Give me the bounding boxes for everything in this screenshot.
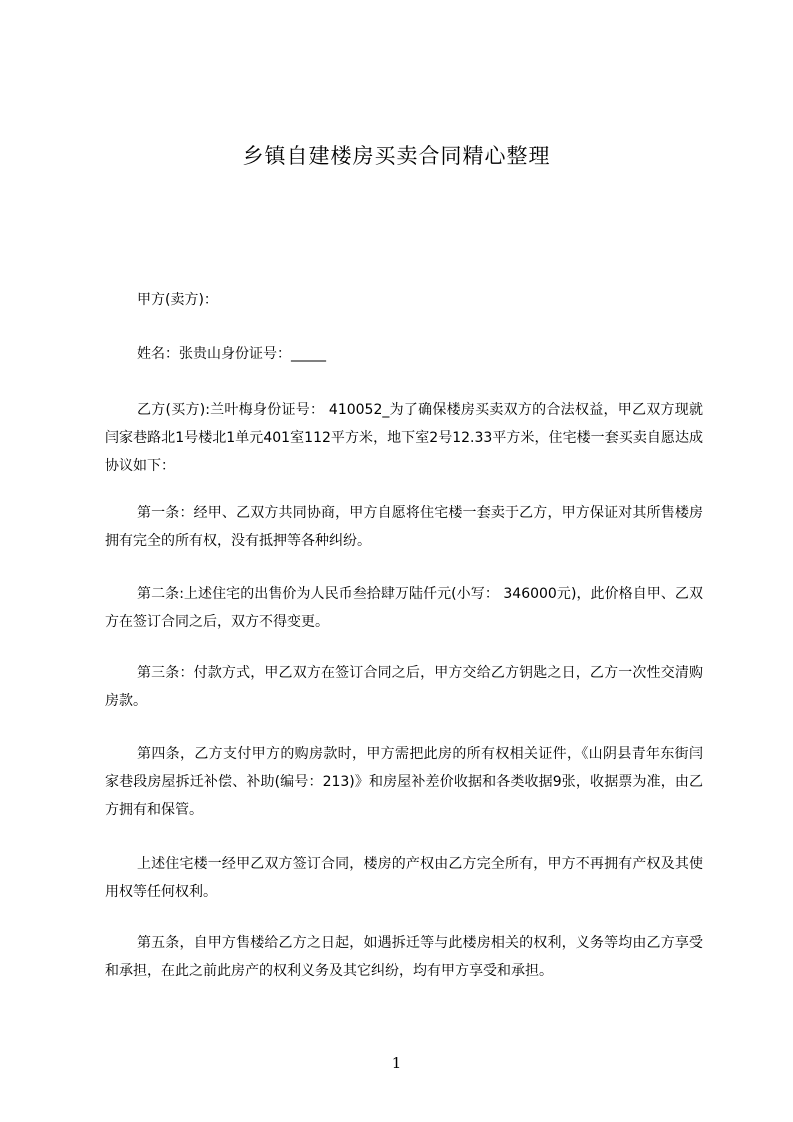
document-title: 乡镇自建楼房买卖合同精心整理 bbox=[242, 144, 551, 168]
page-number: 1 bbox=[391, 1054, 402, 1072]
article-2: 第二条:上述住宅的出售价为人民币叁拾肆万陆仟元(小写： 346000元)，此价格自甲、乙双方在签订合同之后，双方不得变更。 bbox=[105, 586, 703, 630]
article-1: 第一条：经甲、乙双方共同协商，甲方自愿将住宅楼一套卖于乙方，甲方保证对其所售楼房拥有完全的所有权，没有抵押等各种纠纷。 bbox=[105, 505, 703, 549]
party-b-intro: 乙方(买方):兰叶梅身份证号： 410052_为了确保楼房买卖双方的合法权益，甲乙双方现就闫家巷路北1号楼北1单元401室112平方米，地下室2号12.33平方米，住宅楼一套买卖自愿达成协议如下： bbox=[105, 402, 703, 474]
party-a-heading: 甲方(卖方)： bbox=[137, 292, 218, 308]
article-3: 第三条：付款方式，甲乙双方在签订合同之后，甲方交给乙方钥匙之日，乙方一次性交清购房款。 bbox=[105, 665, 703, 709]
ownership-clause: 上述住宅楼一经甲乙双方签订合同，楼房的产权由乙方完全所有，甲方不再拥有产权及其使用权等任何权利。 bbox=[105, 856, 703, 900]
article-4: 第四条，乙方支付甲方的购房款时，甲方需把此房的所有权相关证件，《山阴县青年东街闫家巷段房屋拆迁补偿、补助(编号：213)》和房屋补差价收据和各类收据9张，收据票为准，由乙方拥有和保管。 bbox=[105, 746, 703, 818]
party-a-name-line: 姓名：张贵山身份证号：_____ bbox=[137, 346, 326, 362]
article-5: 第五条，自甲方售楼给乙方之日起，如遇拆迁等与此楼房相关的权利，义务等均由乙方享受和承担，在此之前此房产的权利义务及其它纠纷，均有甲方享受和承担。 bbox=[105, 935, 703, 979]
